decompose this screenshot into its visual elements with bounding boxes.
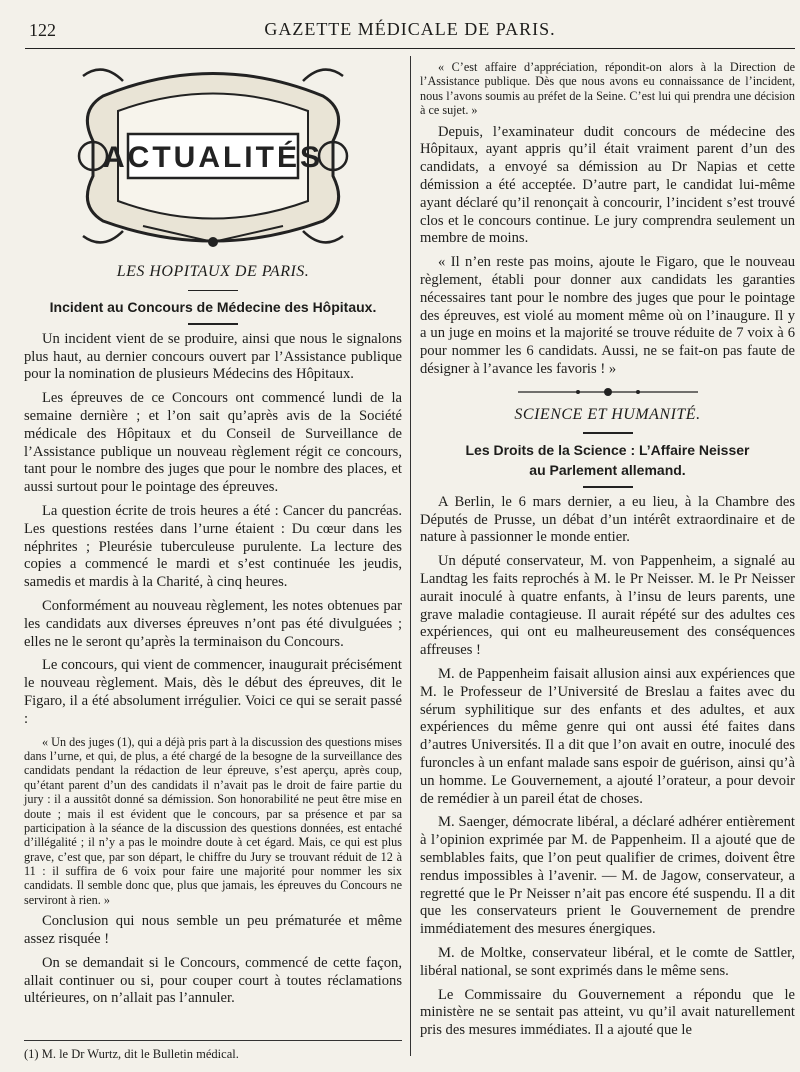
left-paragraph: Conformément au nouveau règlement, les notes obtenues par les candidats aux diverses épreuves n’ont pas été divulguées ; elles ne le seront qu’après la terminaison du Concours.	[24, 597, 402, 650]
title-rule	[188, 323, 238, 325]
right-paragraph: A Berlin, le 6 mars dernier, a eu lieu, à la Chambre des Députés de Prusse, un débat d’un intérêt extraordinaire et de nature à passionner le monde entier.	[420, 493, 795, 546]
actualites-cartouche-ornament	[63, 56, 363, 256]
section-rule	[583, 432, 633, 434]
masthead: GAZETTE MÉDICALE DE PARIS.	[264, 19, 556, 39]
right-quote: « C’est affaire d’appréciation, répondit-on alors à la Direction de l’Assistance publique. Dès que nous avons eu connaissance de l’incident, nous l’avons soumis au préfet de la Seine. C’est lui qui prendra une décision à ce sujet. »	[420, 60, 795, 118]
column-divider	[410, 56, 411, 1056]
left-paragraph: Un incident vient de se produire, ainsi que nous le signalons plus haut, au dernier concours ouvert par l’Assistance publique pour la nomination de plusieurs Médecins des Hôpitaux.	[24, 330, 402, 383]
right-column	[420, 60, 795, 1046]
banner-label: ACTUALITÉS	[103, 141, 323, 174]
title-rule	[583, 486, 633, 488]
left-quote: « Un des juges (1), qui a déjà pris part à la discussion des questions mises dans l’urne, et qui, de plus, a été chargé de la besogne de la surveillance des candidats pendant la rédaction de leur épreuve, s’est aperçu, après coup, qu’étant parent d’un des candidats il n’avait pas le droit de faire partie du jury : il a aussitôt donné sa démission. Son honorabilité ne peut être mise en doute ; mais il est évident que le concours, par sa présence et par sa participation à la séance de la discussion des questions données, est entaché d’illégalité ; il n’y a pas le moindre doute à cet égard. Mais, ce qui est plus grave, c’est que, par son départ, le chiffre du Jury se trouvant réduit de 12 à 11 : il suffira de 6 voix pour faire une majorité pour nommer les six candidats. Il semble donc que, plus que jamais, les épreuves du Concours ne serviront à rien. »	[24, 734, 402, 907]
right-paragraph: « Il n’en reste pas moins, ajoute le Figaro, que le nouveau règlement, établi pour donner aux candidats les garanties nécessaires tant pour le nombre des juges que pour le pointage des épreuves, est violé au moment même où on l’inaugure. Il y a un juge en moins et la majorité se trouve réduite de 7 voix à 6 pour nommer les 6 candidats. Aussi, ne se fait-on pas faute de désigner à l’avance les favoris ! »	[420, 254, 795, 377]
right-paragraph: Le Commissaire du Gouvernement a répondu que le ministère ne se sentait pas atteint, vu qu’il avait naturellement pris des mesures immédiates. Il a ajouté que le	[420, 986, 795, 1039]
page-header	[25, 14, 795, 49]
right-paragraph: M. Saenger, démocrate libéral, a déclaré adhérer entièrement à l’opinion exprimée par M. de Pappenheim. Il a ajouté que de semblables faits, que l’on peut qualifier de crimes, doivent être rendus impossibles à l’avenir. — M. de Jagow, conservateur, a regretté que le Pr Neisser n’ait pas encore été suspendu. Il a dit que les conservateurs prient le Gouvernement de prendre immédiatement des mesures énergiques.	[420, 814, 795, 938]
left-column	[24, 56, 402, 1014]
divider-ornament	[508, 385, 708, 399]
left-paragraph: Le concours, qui vient de commencer, inaugurait précisément le nouveau règlement. Mais, dès le début des épreuves, dit le Figaro, il a été absolument irrégulier. Voici ce qui se serait passé :	[24, 657, 402, 727]
page-number: 122	[29, 20, 56, 40]
left-paragraph: Conclusion qui nous semble un peu prématurée et même assez risquée !	[24, 913, 402, 948]
article-title-incident: Incident au Concours de Médecine des Hôpitaux.	[49, 299, 377, 316]
article-title-line: au Parlement allemand.	[529, 462, 686, 479]
left-paragraph: Les épreuves de ce Concours ont commencé lundi de la semaine dernière ; et l’on sait qu’après avis de la Société médicale des Hôpitaux et du Conseil de Surveillance de l’Assistance publique un nouveau règlement régit ce concours, tant pour le nombre des juges que pour le nombre des places, et aussi surtout pour le pointage des épreuves.	[24, 390, 402, 496]
article-title-neisser	[420, 440, 795, 481]
section-title-science: SCIENCE ET HUMANITÉ.	[514, 405, 701, 423]
right-paragraph: M. de Pappenheim faisait allusion ainsi aux expériences que M. le Professeur de l’Université de Breslau a faites avec du sérum syphilitique sur des enfants et des adultes, et aux expériences du même genre qui ont aussi été faites dans d’autres Universités. Il a dit que l’on avait en outre, inoculé des furoncles à un enfant malade sans espoir de guérison, ainsi qu’à un homme. Le Gouvernement, a ajouté l’orateur, a pour devoir de remédier à un pareil état de choses.	[420, 666, 795, 807]
footnote: (1) M. le Dr Wurtz, dit le Bulletin médical.	[24, 1040, 402, 1062]
left-paragraph: On se demandait si le Concours, commencé de cette façon, allait continuer ou si, pour couper court à toutes réclamations ultérieures, on n’allait pas l’annuler.	[24, 954, 402, 1007]
left-paragraph: La question écrite de trois heures a été : Cancer du pancréas. Les questions restées dans l’urne étaient : Du cœur dans les néphrites ; Pleurésie tuberculeuse purulente. La lecture des copies a commencé le mardi et s’est continuée les jeudis, samedis et mardis à la Charité, à cinq heures.	[24, 502, 402, 591]
section-rule	[188, 290, 238, 292]
right-paragraph: M. de Moltke, conservateur libéral, et le comte de Sattler, libéral national, se sont exprimés dans le même sens.	[420, 944, 795, 979]
section-title-hopitaux: LES HOPITAUX DE PARIS.	[116, 263, 310, 280]
article-title-line: Les Droits de la Science : L’Affaire Neisser	[465, 441, 750, 458]
right-paragraph: Depuis, l’examinateur dudit concours de médecine des Hôpitaux, ayant appris qu’il était vraiment parent d’un des candidats, a envoyé sa démission au Dr Napias et cette démission a été acceptée. D’autre part, le candidat lui-même ayant déclaré qu’il renonçait à concourir, l’incident s’est trouvé clos et le concours continue. Le jury comprendra seulement un membre de moins.	[420, 123, 795, 247]
right-paragraph: Un député conservateur, M. von Pappenheim, a signalé au Landtag les faits reprochés à M. le Pr Neisser. M. le Pr Neisser aurait inoculé à quatre enfants, à l’insu de leurs parents, une grave maladie contagieuse. Il aurait répété sur des adultes ces expériences, qui ont eu malheureusement des conséquences affreuses !	[420, 553, 795, 659]
